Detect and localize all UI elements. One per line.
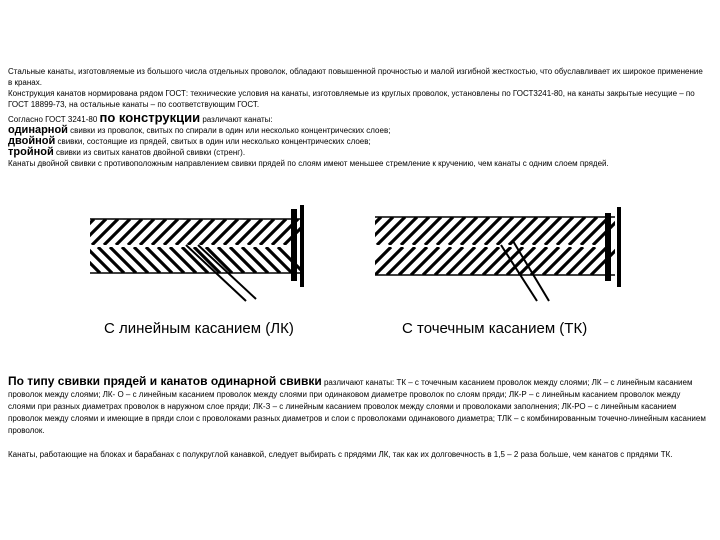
lay-type-heading: По типу свивки прядей и канатов одинарной свивки <box>8 374 322 388</box>
lay-type-body: различают канаты: ТК – с точечным касанием проволок между слоями; ЛК – с линейным касанием проволок между слоями; ЛК- О – с линейным касанием проволок между слоями при одинаковом диаметре проволок по слоям пряди; ЛК-Р – с линейным касанием проволок между слоями при разных диаметрах проволок в наружном слое пряди; ЛК-З – с линейным касанием проволок между слоями и проволоками заполнения; ЛК-РО – с линейным касанием проволок между слоями и имеющие в пряди слои с проволоками разных диаметров и слои с проволоками одинакового диаметра; ТЛК – с комбинированным точечно-линейным касанием проволок. <box>8 378 706 435</box>
lay-type-text <box>8 375 708 461</box>
intro-paragraph-1: Стальные канаты, изготовляемые из большого числа отдельных проволок, обладают повышенной прочностью и малой изгибной жесткостью, что обуславливает их широкое применение в кранах. <box>8 67 703 87</box>
construction-keyword: по конструкции <box>99 110 201 125</box>
double-lay-term: двойной <box>8 135 56 147</box>
single-lay-text: свивки из проволок, свитых по спирали в один или несколько концентрических слоев; <box>67 126 391 135</box>
linear-contact-caption: С линейным касанием (ЛК) <box>104 320 294 337</box>
point-contact-caption: С точечным касанием (ТК) <box>402 320 588 337</box>
intro-text <box>8 66 708 169</box>
lay-conclusion: Канаты, работающие на блоках и барабанах с полукруглой канавкой, следует выбирать с прядями ЛК, так как их долговечность в 1,5 – 2 раза больше, чем канатов с прядями ТК. <box>8 450 673 459</box>
single-lay-item <box>8 125 708 136</box>
construction-suffix: различают канаты: <box>200 115 273 124</box>
triple-lay-term: тройной <box>8 146 54 158</box>
intro-paragraph-4: Канаты двойной свивки с противоположным направлением свивки прядей по слоям имеют меньшее стремление к кручению, чем канаты с одним слоем прядей. <box>8 159 609 168</box>
intro-paragraph-2: Конструкция канатов нормирована рядом ГОСТ: технические условия на канаты, изготовляемые из круглых проволок, установлены по ГОСТ3241-80, на канаты закрытые несущие – по ГОСТ 18899-73, на остальные канаты – по соответствующим ГОСТ. <box>8 89 695 109</box>
linear-contact-diagram <box>88 205 328 305</box>
lay-type-paragraph <box>8 375 708 437</box>
double-lay-item <box>8 136 708 147</box>
point-contact-diagram <box>373 205 643 305</box>
triple-lay-text: свивки из свитых канатов двойной свивки (стренг). <box>53 148 246 157</box>
double-lay-text: свивки, состоящие из прядей, свитых в один или несколько концентрических слоев; <box>55 137 371 146</box>
construction-prefix: Согласно ГОСТ 3241-80 <box>8 115 100 124</box>
construction-paragraph <box>8 112 708 125</box>
triple-lay-item <box>8 147 708 158</box>
single-lay-term: одинарной <box>8 124 68 136</box>
